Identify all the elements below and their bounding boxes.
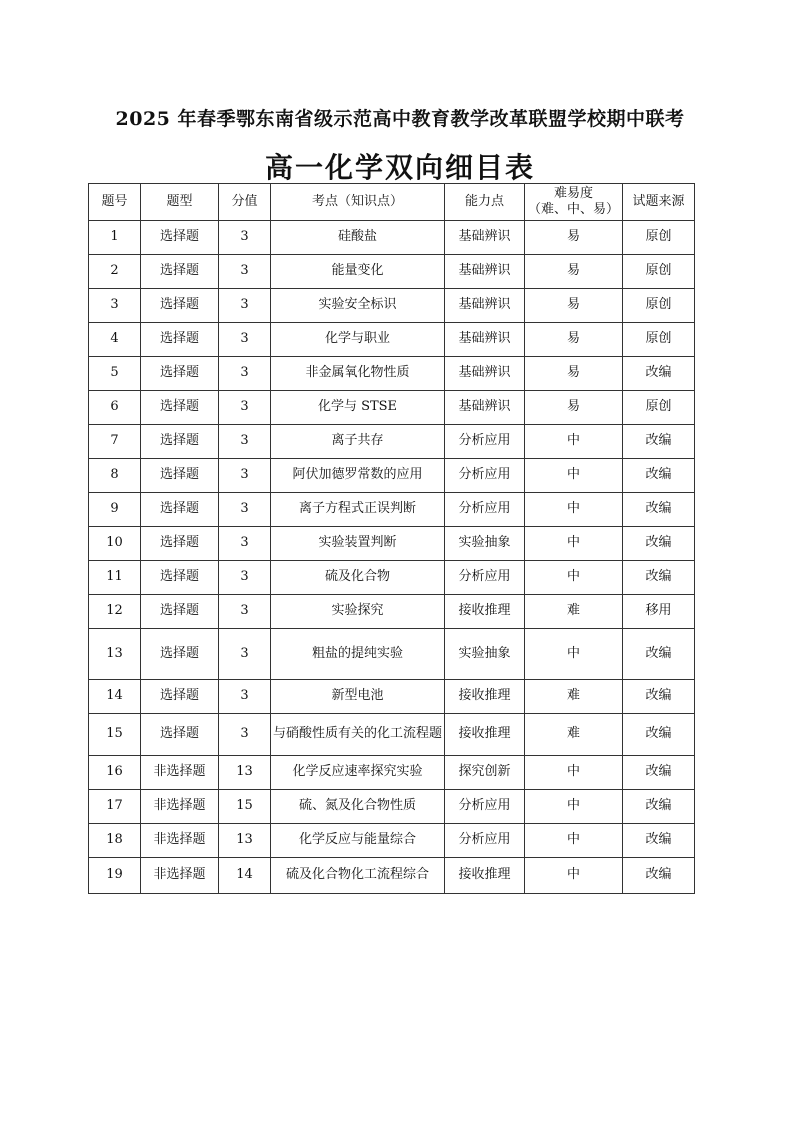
cell-score: 3 bbox=[219, 561, 271, 595]
cell-source: 改编 bbox=[623, 790, 695, 824]
cell-type: 选择题 bbox=[141, 493, 219, 527]
table-row bbox=[89, 561, 695, 595]
table-row bbox=[89, 425, 695, 459]
cell-difficulty: 中 bbox=[525, 459, 623, 493]
table-row bbox=[89, 527, 695, 561]
cell-score: 3 bbox=[219, 680, 271, 714]
cell-type: 非选择题 bbox=[141, 824, 219, 858]
col-header-source: 试题来源 bbox=[623, 184, 695, 221]
cell-ability: 接收推理 bbox=[445, 680, 525, 714]
cell-type: 选择题 bbox=[141, 629, 219, 680]
cell-difficulty: 难 bbox=[525, 714, 623, 756]
cell-topic: 非金属氧化物性质 bbox=[271, 357, 445, 391]
cell-type: 选择题 bbox=[141, 595, 219, 629]
cell-score: 3 bbox=[219, 425, 271, 459]
cell-type: 非选择题 bbox=[141, 790, 219, 824]
cell-type: 选择题 bbox=[141, 527, 219, 561]
cell-topic: 实验探究 bbox=[271, 595, 445, 629]
cell-topic: 化学与职业 bbox=[271, 323, 445, 357]
table-row bbox=[89, 680, 695, 714]
cell-type: 选择题 bbox=[141, 561, 219, 595]
cell-source: 改编 bbox=[623, 680, 695, 714]
cell-topic: 硫及化合物 bbox=[271, 561, 445, 595]
cell-difficulty: 中 bbox=[525, 493, 623, 527]
cell-topic: 硫、氮及化合物性质 bbox=[271, 790, 445, 824]
cell-source: 改编 bbox=[623, 425, 695, 459]
table-header-row bbox=[89, 184, 695, 221]
cell-difficulty: 中 bbox=[525, 790, 623, 824]
cell-score: 3 bbox=[219, 391, 271, 425]
cell-topic: 能量变化 bbox=[271, 255, 445, 289]
col-header-difficulty: 难易度 （难、中、易） bbox=[525, 184, 623, 221]
cell-source: 原创 bbox=[623, 221, 695, 255]
cell-score: 3 bbox=[219, 255, 271, 289]
cell-number: 6 bbox=[89, 391, 141, 425]
cell-source: 改编 bbox=[623, 561, 695, 595]
col-header-score: 分值 bbox=[219, 184, 271, 221]
cell-difficulty: 易 bbox=[525, 357, 623, 391]
cell-score: 3 bbox=[219, 493, 271, 527]
cell-score: 3 bbox=[219, 459, 271, 493]
cell-score: 3 bbox=[219, 323, 271, 357]
cell-source: 原创 bbox=[623, 323, 695, 357]
cell-topic: 新型电池 bbox=[271, 680, 445, 714]
cell-type: 非选择题 bbox=[141, 858, 219, 894]
table-row bbox=[89, 595, 695, 629]
cell-source: 移用 bbox=[623, 595, 695, 629]
table-row bbox=[89, 824, 695, 858]
cell-source: 改编 bbox=[623, 756, 695, 790]
col-header-type: 题型 bbox=[141, 184, 219, 221]
cell-number: 13 bbox=[89, 629, 141, 680]
table-row bbox=[89, 790, 695, 824]
cell-difficulty: 中 bbox=[525, 858, 623, 894]
col-header-topic: 考点（知识点） bbox=[271, 184, 445, 221]
cell-number: 1 bbox=[89, 221, 141, 255]
cell-difficulty: 易 bbox=[525, 323, 623, 357]
cell-difficulty: 中 bbox=[525, 527, 623, 561]
cell-number: 16 bbox=[89, 756, 141, 790]
cell-topic: 离子共存 bbox=[271, 425, 445, 459]
table-row bbox=[89, 357, 695, 391]
cell-score: 3 bbox=[219, 595, 271, 629]
cell-type: 选择题 bbox=[141, 221, 219, 255]
cell-source: 改编 bbox=[623, 357, 695, 391]
cell-type: 选择题 bbox=[141, 391, 219, 425]
cell-number: 4 bbox=[89, 323, 141, 357]
cell-type: 选择题 bbox=[141, 255, 219, 289]
table-row bbox=[89, 756, 695, 790]
cell-number: 18 bbox=[89, 824, 141, 858]
document-title: 高一化学双向细目表 bbox=[264, 151, 535, 184]
cell-ability: 实验抽象 bbox=[445, 629, 525, 680]
table-row bbox=[89, 459, 695, 493]
exam-title: 2025 年春季鄂东南省级示范高中教育教学改革联盟学校期中联考 bbox=[115, 108, 685, 130]
table-row bbox=[89, 221, 695, 255]
table-row bbox=[89, 255, 695, 289]
cell-topic: 实验安全标识 bbox=[271, 289, 445, 323]
cell-difficulty: 易 bbox=[525, 391, 623, 425]
cell-topic: 硫及化合物化工流程综合 bbox=[271, 858, 445, 894]
table-row bbox=[89, 323, 695, 357]
cell-ability: 基础辨识 bbox=[445, 289, 525, 323]
cell-ability: 探究创新 bbox=[445, 756, 525, 790]
col-header-ability: 能力点 bbox=[445, 184, 525, 221]
cell-source: 原创 bbox=[623, 255, 695, 289]
cell-number: 17 bbox=[89, 790, 141, 824]
cell-ability: 分析应用 bbox=[445, 459, 525, 493]
cell-source: 改编 bbox=[623, 858, 695, 894]
cell-source: 改编 bbox=[623, 629, 695, 680]
cell-score: 15 bbox=[219, 790, 271, 824]
cell-score: 3 bbox=[219, 714, 271, 756]
cell-difficulty: 易 bbox=[525, 221, 623, 255]
cell-source: 改编 bbox=[623, 527, 695, 561]
cell-topic: 实验装置判断 bbox=[271, 527, 445, 561]
cell-number: 11 bbox=[89, 561, 141, 595]
cell-ability: 分析应用 bbox=[445, 790, 525, 824]
cell-ability: 接收推理 bbox=[445, 714, 525, 756]
cell-score: 3 bbox=[219, 289, 271, 323]
cell-topic: 粗盐的提纯实验 bbox=[271, 629, 445, 680]
cell-source: 改编 bbox=[623, 824, 695, 858]
cell-score: 3 bbox=[219, 221, 271, 255]
cell-source: 改编 bbox=[623, 493, 695, 527]
cell-ability: 基础辨识 bbox=[445, 255, 525, 289]
cell-topic: 离子方程式正误判断 bbox=[271, 493, 445, 527]
cell-number: 9 bbox=[89, 493, 141, 527]
cell-difficulty: 中 bbox=[525, 824, 623, 858]
cell-difficulty: 难 bbox=[525, 595, 623, 629]
cell-ability: 接收推理 bbox=[445, 858, 525, 894]
cell-difficulty: 中 bbox=[525, 756, 623, 790]
cell-ability: 分析应用 bbox=[445, 561, 525, 595]
cell-ability: 分析应用 bbox=[445, 425, 525, 459]
cell-difficulty: 中 bbox=[525, 629, 623, 680]
cell-source: 改编 bbox=[623, 714, 695, 756]
cell-source: 改编 bbox=[623, 459, 695, 493]
cell-number: 14 bbox=[89, 680, 141, 714]
cell-ability: 接收推理 bbox=[445, 595, 525, 629]
cell-type: 非选择题 bbox=[141, 756, 219, 790]
cell-number: 3 bbox=[89, 289, 141, 323]
cell-difficulty: 难 bbox=[525, 680, 623, 714]
table-row bbox=[89, 391, 695, 425]
cell-type: 选择题 bbox=[141, 680, 219, 714]
cell-ability: 分析应用 bbox=[445, 824, 525, 858]
cell-type: 选择题 bbox=[141, 289, 219, 323]
cell-topic: 化学反应速率探究实验 bbox=[271, 756, 445, 790]
cell-ability: 基础辨识 bbox=[445, 221, 525, 255]
table-row bbox=[89, 714, 695, 756]
cell-topic: 与硝酸性质有关的化工流程题 bbox=[271, 714, 445, 756]
cell-difficulty: 易 bbox=[525, 255, 623, 289]
cell-number: 2 bbox=[89, 255, 141, 289]
cell-number: 19 bbox=[89, 858, 141, 894]
cell-difficulty: 中 bbox=[525, 561, 623, 595]
cell-score: 3 bbox=[219, 629, 271, 680]
cell-topic: 阿伏加德罗常数的应用 bbox=[271, 459, 445, 493]
cell-number: 5 bbox=[89, 357, 141, 391]
cell-type: 选择题 bbox=[141, 714, 219, 756]
cell-ability: 基础辨识 bbox=[445, 357, 525, 391]
cell-difficulty: 易 bbox=[525, 289, 623, 323]
cell-source: 原创 bbox=[623, 391, 695, 425]
cell-ability: 分析应用 bbox=[445, 493, 525, 527]
cell-number: 12 bbox=[89, 595, 141, 629]
cell-difficulty: 中 bbox=[525, 425, 623, 459]
table-row bbox=[89, 289, 695, 323]
cell-ability: 基础辨识 bbox=[445, 391, 525, 425]
cell-score: 3 bbox=[219, 357, 271, 391]
cell-topic: 化学反应与能量综合 bbox=[271, 824, 445, 858]
cell-score: 13 bbox=[219, 756, 271, 790]
cell-type: 选择题 bbox=[141, 459, 219, 493]
cell-number: 8 bbox=[89, 459, 141, 493]
table-row bbox=[89, 858, 695, 894]
cell-number: 7 bbox=[89, 425, 141, 459]
col-header-number: 题号 bbox=[89, 184, 141, 221]
cell-ability: 基础辨识 bbox=[445, 323, 525, 357]
cell-score: 3 bbox=[219, 527, 271, 561]
cell-topic: 硅酸盐 bbox=[271, 221, 445, 255]
cell-type: 选择题 bbox=[141, 323, 219, 357]
cell-number: 15 bbox=[89, 714, 141, 756]
cell-ability: 实验抽象 bbox=[445, 527, 525, 561]
cell-score: 14 bbox=[219, 858, 271, 894]
cell-type: 选择题 bbox=[141, 425, 219, 459]
cell-score: 13 bbox=[219, 824, 271, 858]
table-row bbox=[89, 629, 695, 680]
cell-number: 10 bbox=[89, 527, 141, 561]
cell-type: 选择题 bbox=[141, 357, 219, 391]
spec-table bbox=[88, 183, 695, 894]
cell-topic: 化学与 STSE bbox=[271, 391, 445, 425]
table-row bbox=[89, 493, 695, 527]
cell-source: 原创 bbox=[623, 289, 695, 323]
